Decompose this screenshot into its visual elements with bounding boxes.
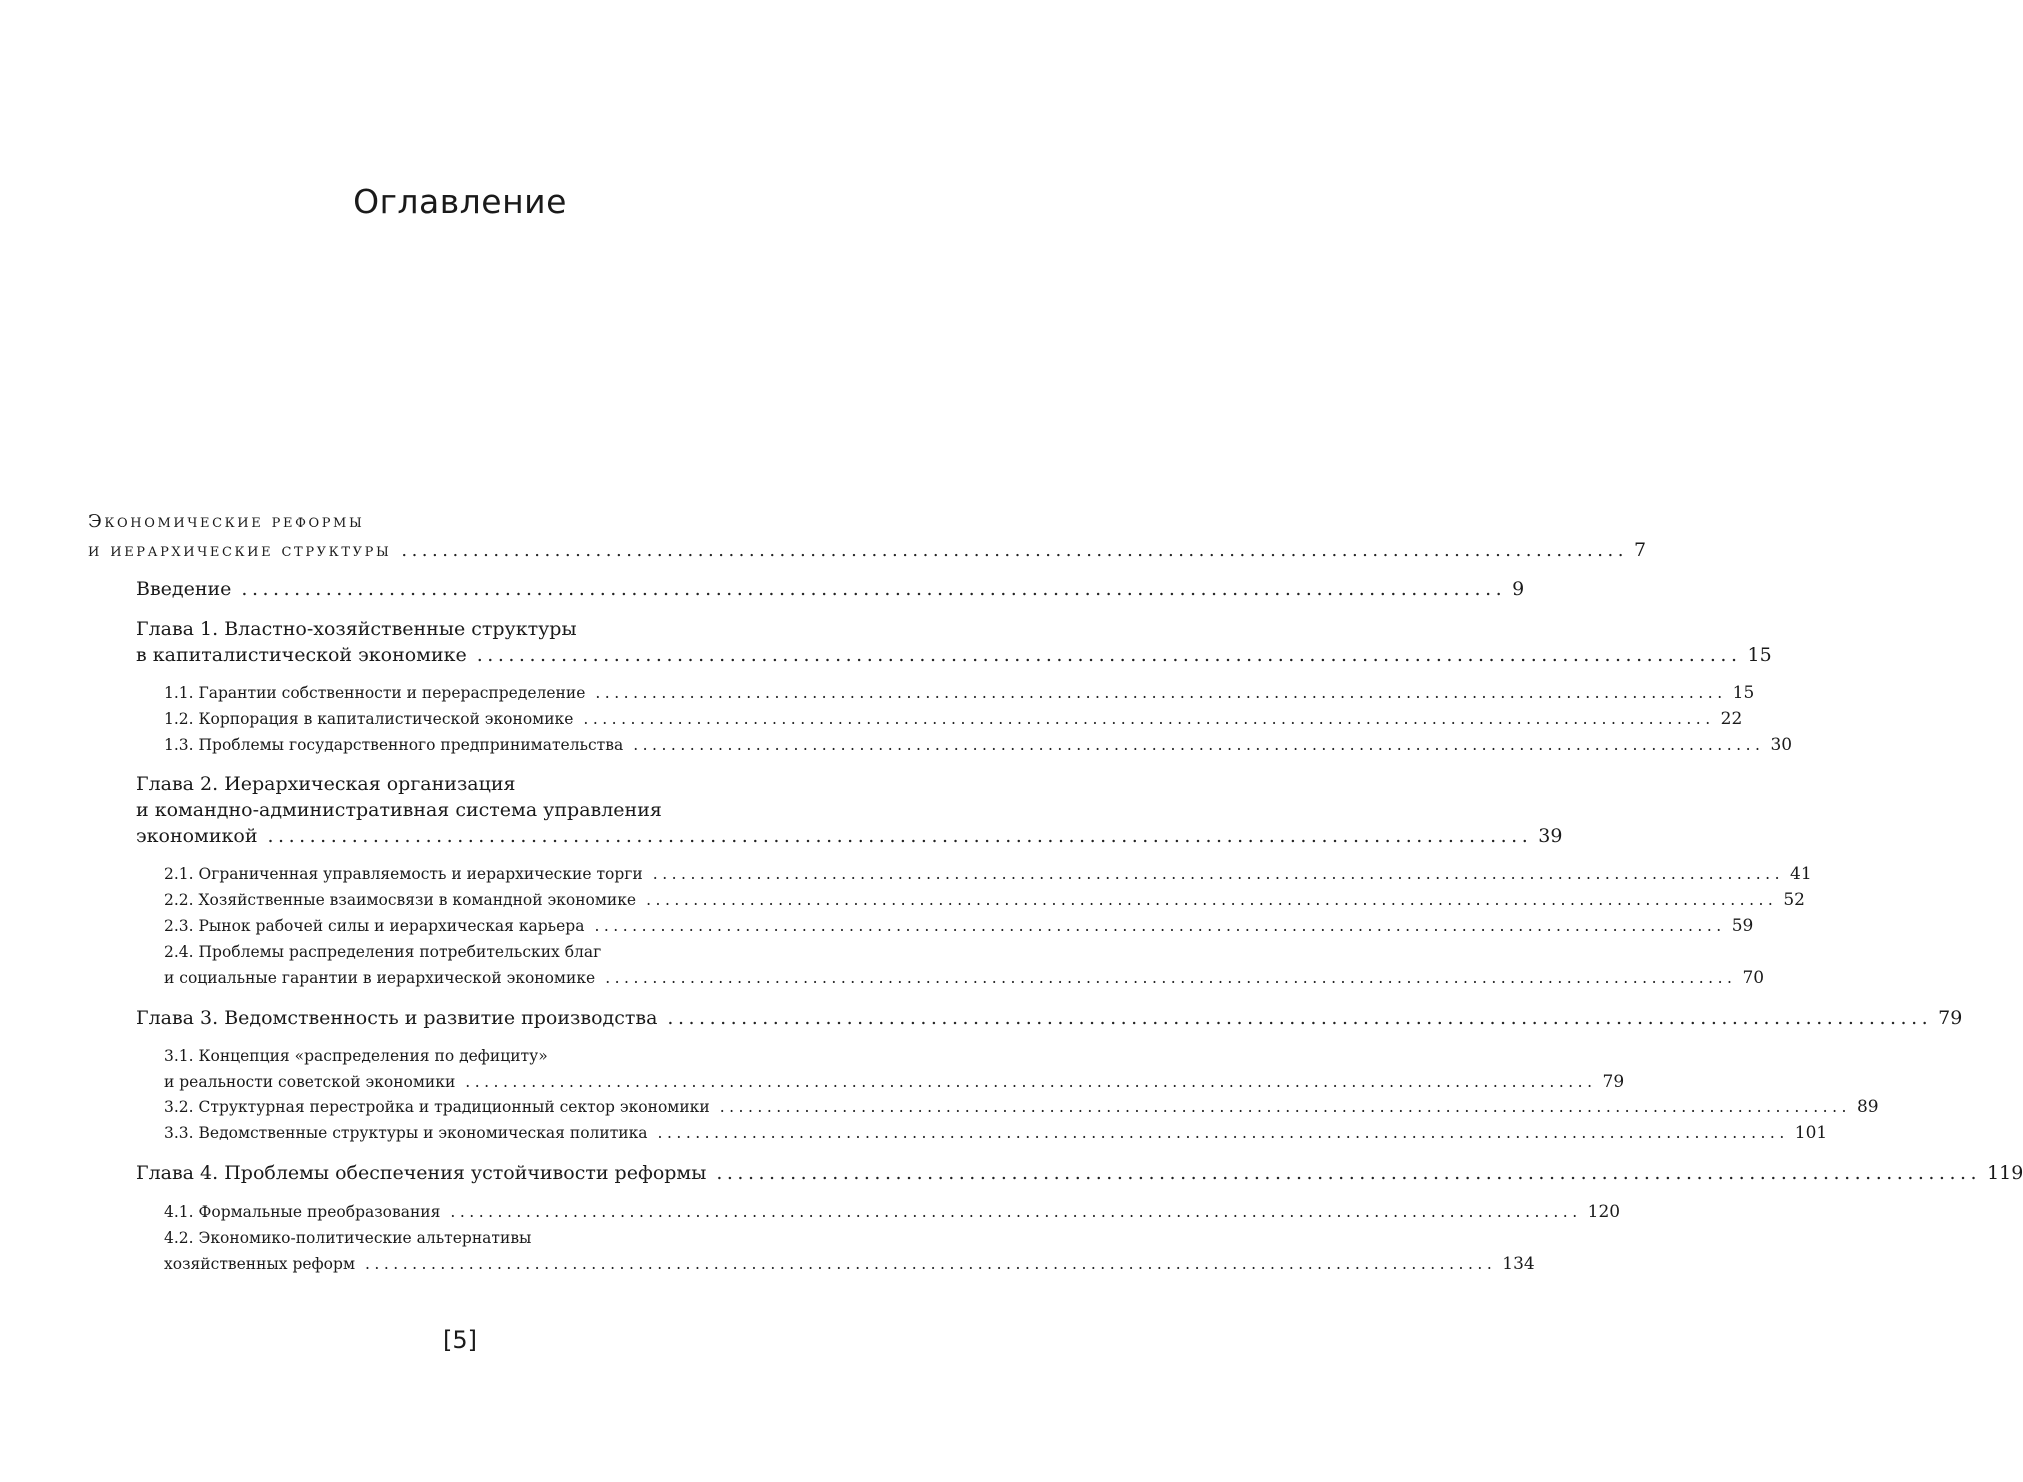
section-label-line2: и социальные гарантии в иерархической экономике: [164, 968, 596, 987]
section-label: 3.3. Ведомственные структуры и экономическая политика: [164, 1124, 648, 1142]
leader-dots: ........................................................................................................................: [667, 1007, 1933, 1029]
toc-section-3-3[interactable]: [164, 1121, 1828, 1147]
page-number: 15: [1747, 644, 1772, 666]
leader-dots: ........................................................................................................................: [633, 736, 1765, 754]
toc-section-2-1[interactable]: [164, 862, 1812, 888]
leader-dots: ........................................................................................................................: [657, 1124, 1789, 1142]
leader-dots: ........................................................................................................................: [605, 968, 1737, 987]
leader-dots: ........................................................................................................................: [401, 540, 1628, 561]
toc-part[interactable]: [88, 507, 1647, 565]
leader-dots: ........................................................................................................................: [365, 1254, 1497, 1273]
toc-section-4-1[interactable]: [164, 1200, 1621, 1226]
page-number: 119: [1987, 1162, 2023, 1184]
toc-chapter-2[interactable]: [136, 771, 1563, 849]
page-number: 59: [1731, 916, 1754, 936]
page-number: 9: [1512, 578, 1525, 600]
toc-section-2-4[interactable]: [164, 940, 1765, 991]
section-label-line2: и реальности советской экономики: [164, 1072, 456, 1091]
part-title-line2: и иерархические структуры: [88, 540, 392, 561]
section-label: 3.2. Структурная перестройка и традиционный сектор экономики: [164, 1098, 710, 1116]
section-label: 2.1. Ограниченная управляемость и иерархические торги: [164, 865, 643, 883]
leader-dots: ........................................................................................................................: [267, 825, 1533, 847]
page-number: 22: [1720, 709, 1743, 729]
section-label-line2: хозяйственных реформ: [164, 1254, 355, 1273]
section-label: 2.3. Рынок рабочей силы и иерархическая карьера: [164, 917, 585, 935]
leader-dots: ........................................................................................................................: [646, 891, 1778, 909]
entry-label: Введение: [136, 578, 232, 600]
page-number: 101: [1794, 1123, 1828, 1143]
page-number: 39: [1538, 825, 1563, 847]
chapter-title-line2: в капиталистической экономике: [136, 644, 467, 666]
leader-dots: ........................................................................................................................: [719, 1098, 1851, 1116]
chapter-title-line1: Глава 1. Властно-хозяйственные структуры: [136, 618, 577, 640]
toc-section-1-2[interactable]: [164, 707, 1743, 733]
toc-section-2-3[interactable]: [164, 914, 1754, 940]
page-number: 15: [1732, 683, 1755, 703]
leader-dots: ........................................................................................................................: [652, 865, 1785, 883]
section-label: 1.1. Гарантии собственности и перераспределение: [164, 684, 586, 702]
toc-chapter-3[interactable]: [136, 1005, 1963, 1031]
page-number: 7: [1633, 539, 1647, 561]
toc-intro[interactable]: [136, 576, 1525, 602]
page-number: 120: [1587, 1202, 1621, 1222]
leader-dots: ........................................................................................................................: [476, 644, 1742, 666]
toc-section-1-1[interactable]: [164, 681, 1755, 707]
chapter-title-line3: экономикой: [136, 825, 258, 847]
page-number: 79: [1938, 1007, 1963, 1029]
section-label-line1: 2.4. Проблемы распределения потребительских благ: [164, 943, 602, 961]
page-number: 30: [1770, 735, 1793, 755]
page-title: Оглавление: [353, 182, 567, 221]
leader-dots: ........................................................................................................................: [465, 1072, 1597, 1091]
page-number: 79: [1602, 1071, 1625, 1092]
toc-section-3-1[interactable]: [164, 1044, 1625, 1095]
toc-section-2-2[interactable]: [164, 888, 1805, 914]
section-label-line1: 4.2. Экономико-политические альтернативы: [164, 1229, 532, 1247]
section-label: 1.2. Корпорация в капиталистической экономике: [164, 710, 574, 728]
leader-dots: ........................................................................................................................: [716, 1162, 1982, 1184]
page-number: 89: [1856, 1097, 1879, 1117]
section-label-line1: 3.1. Концепция «распределения по дефициту»: [164, 1047, 548, 1065]
leader-dots: ........................................................................................................................: [450, 1203, 1582, 1221]
section-label: 2.2. Хозяйственные взаимосвязи в командной экономике: [164, 891, 637, 909]
chapter-title: Глава 3. Ведомственность и развитие производства: [136, 1007, 658, 1029]
section-label: 1.3. Проблемы государственного предпринимательства: [164, 736, 624, 754]
page-number: 52: [1783, 890, 1805, 910]
leader-dots: ........................................................................................................................: [241, 578, 1507, 600]
toc-section-1-3[interactable]: [164, 733, 1793, 759]
toc-section-4-2[interactable]: [164, 1226, 1535, 1277]
leader-dots: ........................................................................................................................: [594, 917, 1726, 935]
part-title-line1: Экономические реформы: [88, 511, 365, 532]
leader-dots: ........................................................................................................................: [583, 710, 1715, 728]
page-number: 41: [1790, 864, 1812, 884]
chapter-title: Глава 4. Проблемы обеспечения устойчивости реформы: [136, 1162, 707, 1184]
chapter-title-line1: Глава 2. Иерархическая организация: [136, 773, 516, 795]
toc-section-3-2[interactable]: [164, 1095, 1879, 1121]
toc-chapter-1[interactable]: [136, 616, 1772, 668]
page-number: 134: [1502, 1253, 1535, 1274]
toc-chapter-4[interactable]: [136, 1160, 2023, 1186]
section-label: 4.1. Формальные преобразования: [164, 1203, 441, 1221]
page-number: 70: [1742, 967, 1765, 988]
page-folio: [5]: [443, 1326, 477, 1354]
leader-dots: ........................................................................................................................: [595, 684, 1727, 702]
chapter-title-line2: и командно-административная система управления: [136, 799, 662, 821]
